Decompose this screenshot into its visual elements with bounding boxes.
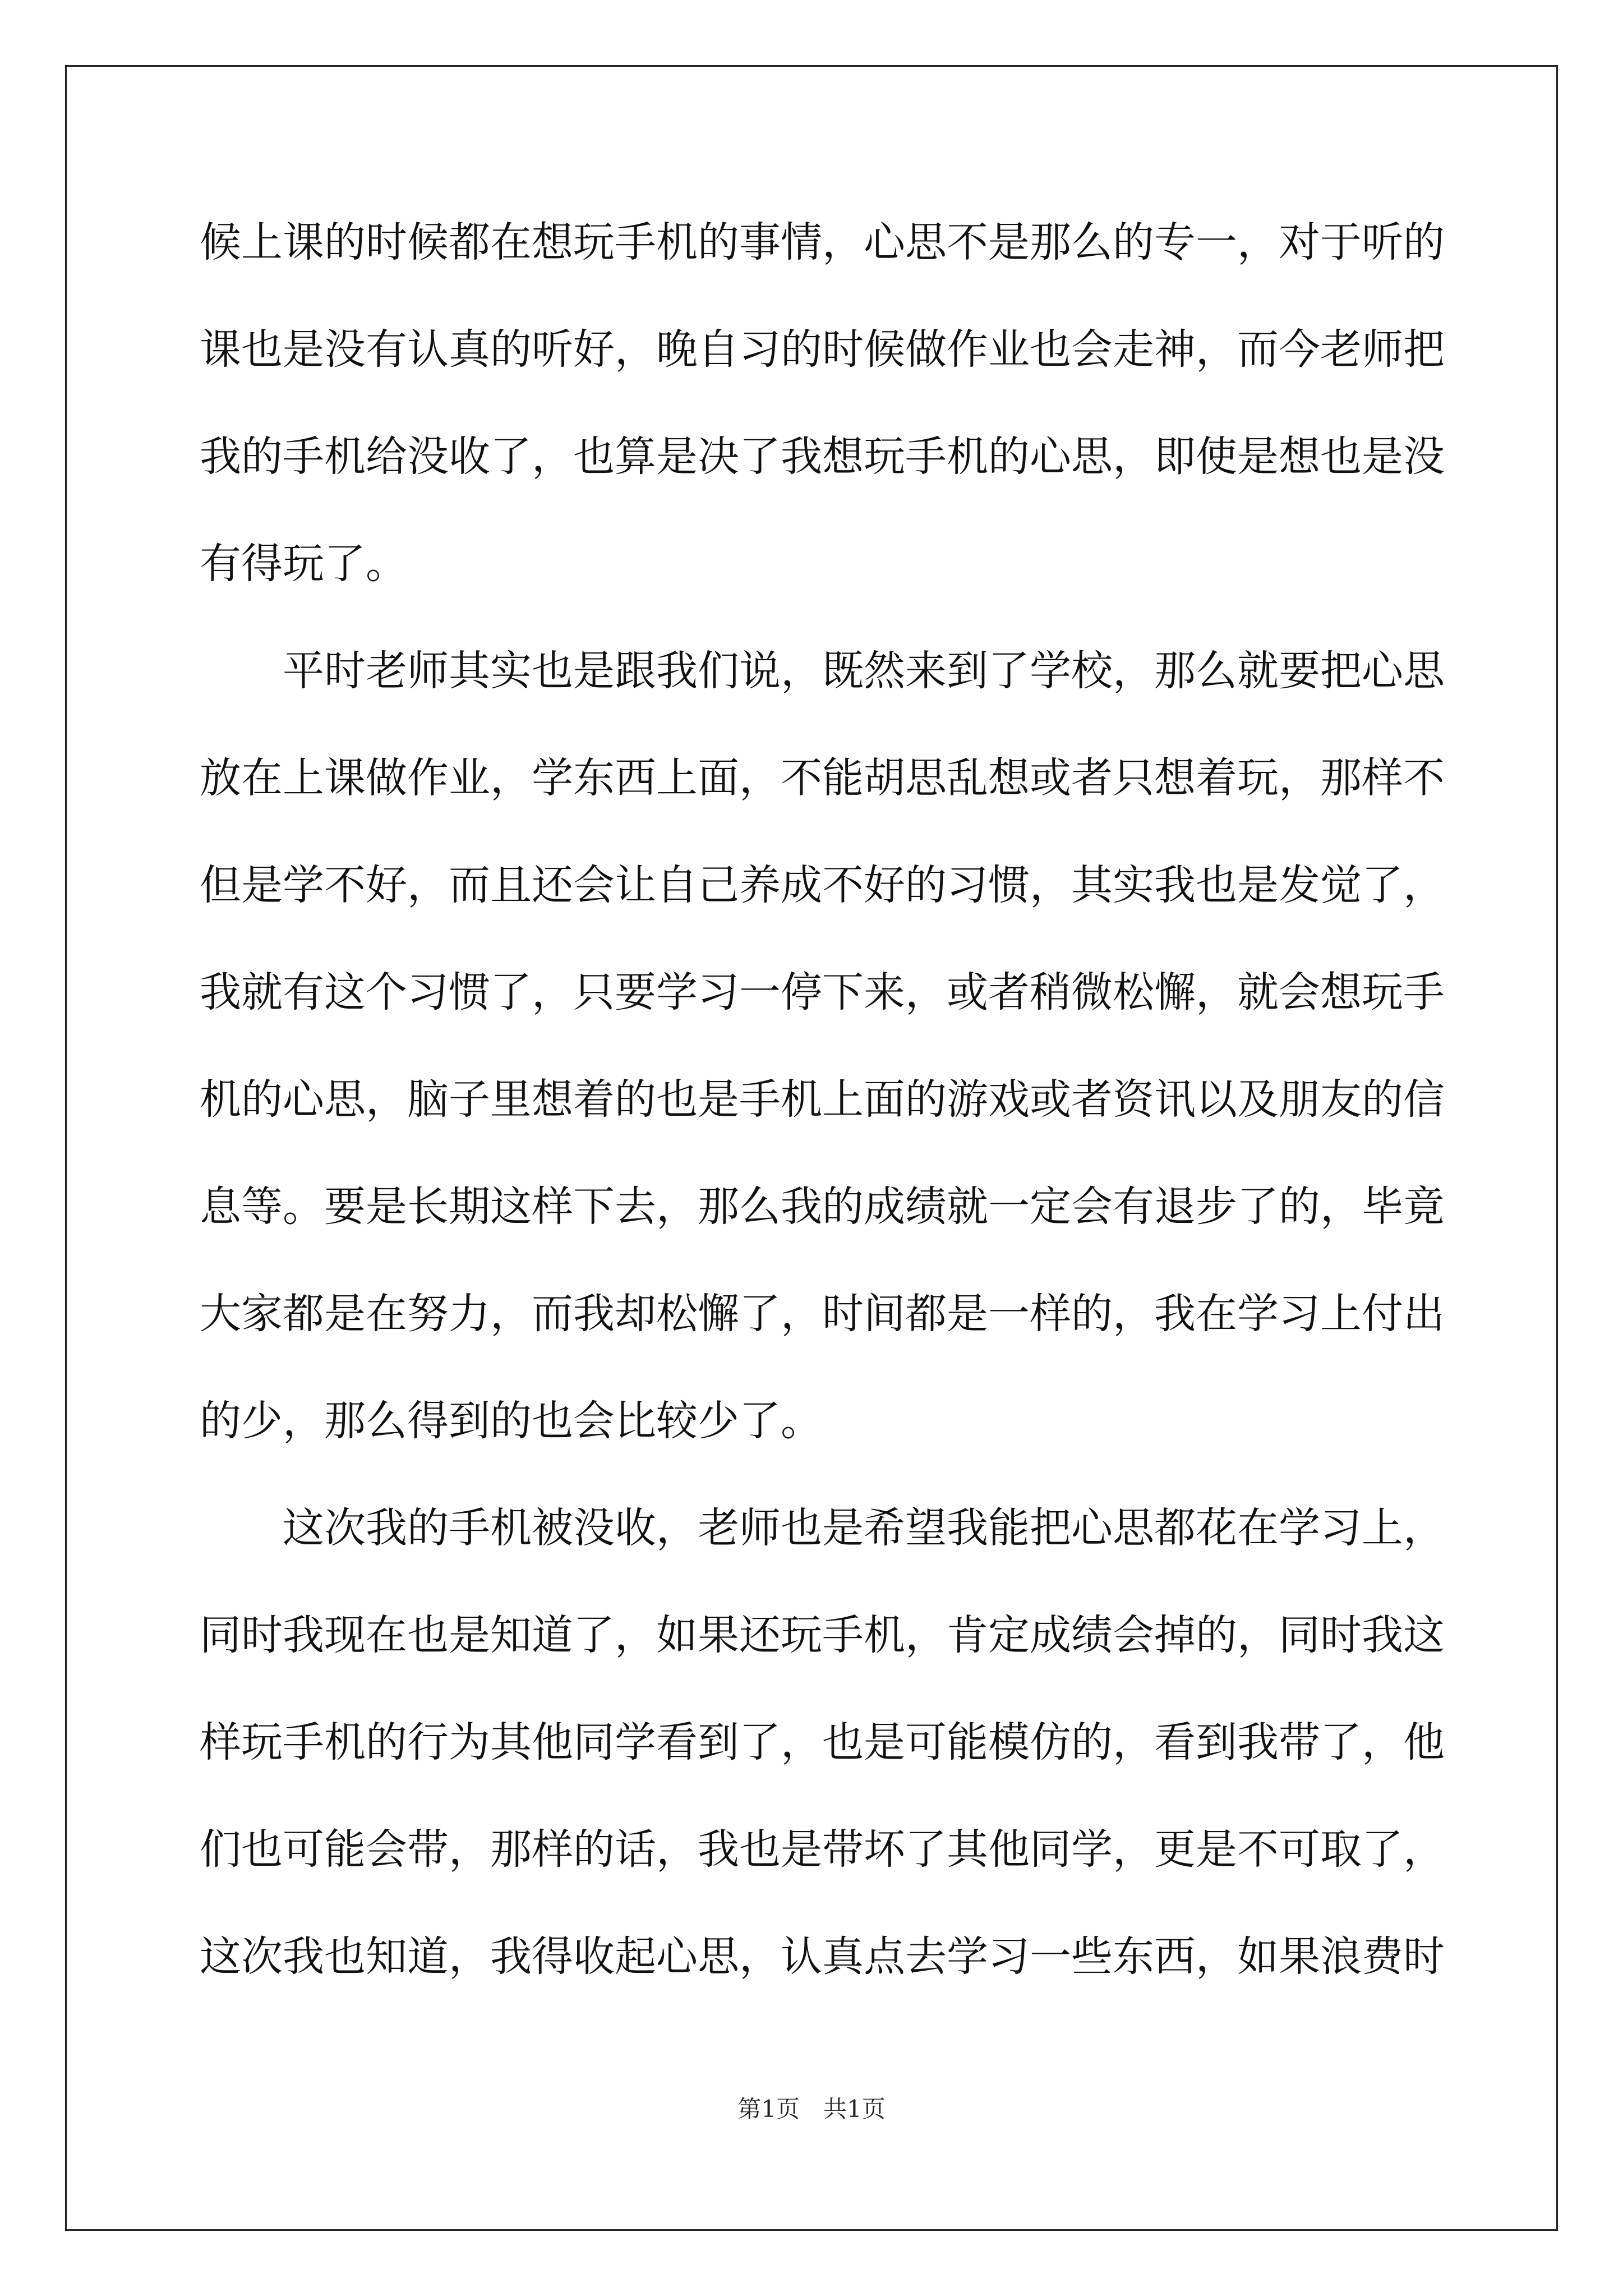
text-line: 样玩手机的行为其他同学看到了，也是可能模仿的，看到我带了，他: [200, 1718, 1445, 1766]
text-line: 我就有这个习惯了，只要学习一停下来，或者稍微松懈，就会想玩手: [200, 968, 1445, 1016]
text-line: 大家都是在努力，而我却松懈了，时间都是一样的，我在学习上付出: [200, 1290, 1445, 1338]
text-line: 这次我也知道，我得收起心思，认真点去学习一些东西，如果浪费时: [200, 1932, 1445, 1981]
page-border: [65, 65, 1558, 2231]
text-line: 机的心思，脑子里想着的也是手机上面的游戏或者资讯以及朋友的信: [200, 1075, 1445, 1124]
text-line: 这次我的手机被没收，老师也是希望我能把心思都花在学习上，: [200, 1504, 1445, 1552]
text-line: 有得玩了。: [200, 540, 407, 588]
text-line: 但是学不好，而且还会让自己养成不好的习惯，其实我也是发觉了，: [200, 861, 1445, 909]
text-line: 的少，那么得到的也会比较少了。: [200, 1397, 822, 1445]
text-line: 息等。要是长期这样下去，那么我的成绩就一定会有退步了的，毕竟: [200, 1182, 1445, 1231]
text-line: 候上课的时候都在想玩手机的事情，心思不是那么的专一，对于听的: [200, 218, 1445, 266]
text-line: 放在上课做作业，学东西上面，不能胡思乱想或者只想着玩，那样不: [200, 754, 1445, 802]
page-number-footer: 第1页 共1页: [737, 2095, 886, 2123]
text-line: 课也是没有认真的听好，晚自习的时候做作业也会走神，而今老师把: [200, 325, 1445, 374]
text-line: 平时老师其实也是跟我们说，既然来到了学校，那么就要把心思: [200, 647, 1445, 695]
text-line: 们也可能会带，那样的话，我也是带坏了其他同学，更是不可取了，: [200, 1825, 1445, 1874]
text-line: 同时我现在也是知道了，如果还玩手机，肯定成绩会掉的，同时我这: [200, 1611, 1445, 1659]
text-line: 我的手机给没收了，也算是决了我想玩手机的心思，即使是想也是没: [200, 432, 1445, 481]
